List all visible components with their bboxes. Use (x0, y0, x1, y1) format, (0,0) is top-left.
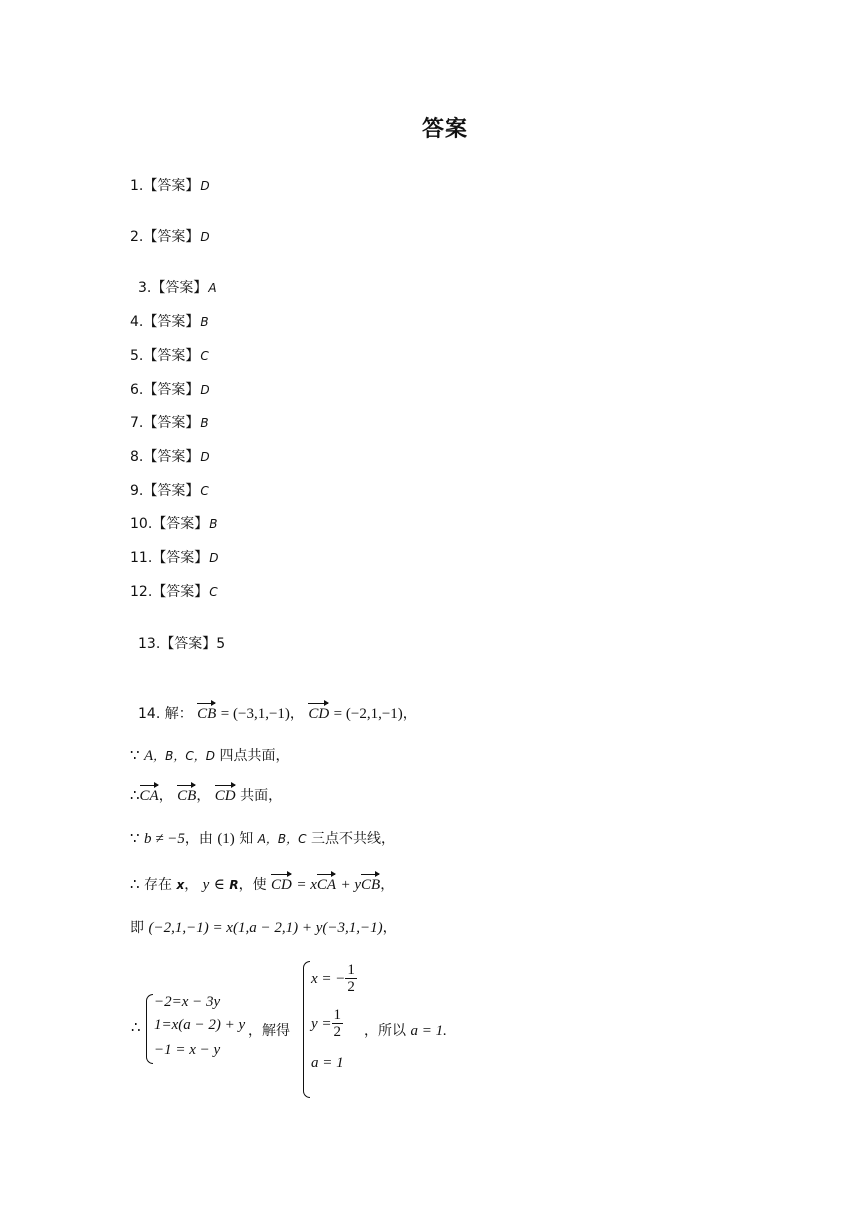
answer-number: 3. (138, 280, 152, 296)
text: 存在 (144, 877, 172, 893)
answer-value: 5 (216, 636, 226, 652)
part-ref: (1) (217, 831, 235, 847)
separator: ， (289, 706, 304, 722)
answer-8 (130, 446, 210, 466)
answer-value: D (200, 230, 210, 244)
separator: ， (158, 788, 173, 804)
solution-x (311, 962, 357, 995)
answer-label: 【答案】 (143, 178, 200, 194)
answer-label: 【答案】 (143, 229, 200, 245)
conclusion (364, 1020, 447, 1040)
answer-label: 【答案】 (143, 415, 200, 431)
q14-line-5 (130, 871, 394, 894)
vector-cd: CD (215, 782, 236, 805)
answer-label: 【答案】 (143, 449, 200, 465)
solution-y (311, 1007, 343, 1040)
separator: ， (382, 920, 397, 936)
conclusion-expr: a = 1. (410, 1023, 447, 1039)
fraction (332, 1007, 344, 1040)
answer-value: D (200, 450, 210, 464)
therefore-symbol: ∴ (130, 877, 140, 893)
q14-jie: 解： (164, 706, 193, 722)
answer-6 (130, 379, 210, 399)
vector-cd: CD (271, 871, 292, 894)
points-abc: A，B，C (257, 832, 307, 846)
solution-a: a = 1 (311, 1055, 344, 1071)
separator: ， (196, 788, 211, 804)
system-eq-2: 1=x(a − 2) + y (154, 1017, 246, 1033)
text: 三点不共线， (311, 831, 395, 847)
numerator: 1 (333, 1007, 342, 1023)
answer-13 (138, 633, 225, 653)
vector-cb-value: = (−3,1,−1) (220, 706, 290, 722)
q14-line-4 (130, 828, 395, 848)
equals-x: = x (296, 877, 317, 893)
q14-line-3 (130, 782, 282, 805)
answer-number: 10. (130, 516, 153, 532)
answer-10 (130, 513, 218, 533)
answer-number: 8. (130, 449, 144, 465)
answer-value: B (200, 416, 209, 430)
answer-label: 【答案】 (151, 280, 208, 296)
answer-value: D (209, 551, 219, 565)
var-y: y (202, 877, 210, 893)
text: ，由 (184, 831, 213, 847)
answer-label: 【答案】 (143, 314, 200, 330)
answer-number: 12. (130, 584, 153, 600)
answer-number: 11. (130, 550, 153, 566)
system-eq-1: −2=x − 3y (154, 994, 221, 1010)
answer-number: 7. (130, 415, 144, 431)
fraction (345, 962, 357, 995)
denominator: 2 (347, 979, 355, 995)
text: 知 (239, 831, 254, 847)
reals-symbol: R (229, 878, 239, 892)
element-of: ∈ (213, 877, 225, 893)
answer-label: 【答案】 (143, 382, 200, 398)
therefore-symbol: ∴ (131, 1020, 141, 1036)
left-brace (146, 994, 153, 1064)
vector-cd-value: = (−2,1,−1) (333, 706, 403, 722)
system-eq-3: −1 = x − y (154, 1042, 221, 1058)
answer-5 (130, 345, 209, 365)
text: 即 (130, 920, 144, 936)
q14-line-1 (138, 700, 417, 723)
equation: (−2,1,−1) = x(1,a − 2,1) + y(−3,1,−1) (148, 920, 383, 936)
answer-number: 2. (130, 229, 144, 245)
vector-ca: CA (140, 782, 159, 805)
solution-x-lhs: x = − (311, 971, 346, 987)
answer-number: 9. (130, 483, 144, 499)
answer-label: 【答案】 (152, 516, 209, 532)
because-symbol: ∵ (130, 748, 140, 764)
answer-label: 【答案】 (152, 584, 209, 600)
answer-value: B (209, 517, 218, 531)
point-a: A (144, 748, 154, 764)
vector-ca: CA (317, 871, 336, 894)
answer-9 (130, 480, 209, 500)
answer-number: 5. (130, 348, 144, 364)
q14-number: 14. (138, 706, 161, 722)
left-brace (303, 961, 310, 1098)
answer-7 (130, 412, 209, 432)
answer-label: 【答案】 (143, 348, 200, 364)
answer-value: C (200, 349, 209, 363)
answer-2 (130, 226, 210, 246)
page-title: 答案 (421, 117, 468, 142)
answer-value: C (200, 484, 209, 498)
vector-cb: CB (361, 871, 380, 894)
answer-value: D (200, 179, 210, 193)
answer-label: 【答案】 (160, 636, 217, 652)
coplanar-text: 共面， (240, 788, 283, 804)
answer-label: 【答案】 (152, 550, 209, 566)
denominator: 2 (333, 1024, 342, 1040)
separator: ， (184, 877, 199, 893)
text: ，所以 (364, 1023, 406, 1039)
answer-number: 1. (130, 178, 144, 194)
vector-cd: CD (308, 700, 329, 723)
answer-value: C (209, 585, 218, 599)
vector-cb: CB (177, 782, 196, 805)
answer-3 (138, 277, 217, 297)
answer-4 (130, 311, 209, 331)
text: ，使 (238, 877, 267, 893)
jiede-text: ，解得 (248, 1023, 290, 1039)
answer-number: 6. (130, 382, 144, 398)
answer-12 (130, 581, 218, 601)
answer-value: B (200, 315, 209, 329)
separator: ， (402, 706, 417, 722)
answer-11 (130, 547, 219, 567)
because-symbol: ∵ (130, 831, 140, 847)
points-bcd: ，B，C，D (153, 749, 216, 763)
plus-y: + y (340, 877, 362, 893)
separator: ， (380, 877, 395, 893)
answer-1 (130, 175, 210, 195)
numerator: 1 (347, 962, 355, 978)
coplanar-text: 四点共面， (219, 748, 290, 764)
answer-value: A (208, 281, 217, 295)
q14-line-6 (130, 917, 397, 937)
answer-label: 【答案】 (143, 483, 200, 499)
therefore-symbol: ∴ (130, 788, 140, 804)
answer-value: D (200, 383, 210, 397)
condition-expr: b ≠ −5 (144, 831, 185, 847)
var-x: x (176, 878, 185, 892)
q14-line-2 (130, 745, 289, 765)
answer-number: 4. (130, 314, 144, 330)
answer-number: 13. (138, 636, 161, 652)
solution-y-lhs: y = (311, 1016, 332, 1032)
vector-cb: CB (197, 700, 216, 723)
